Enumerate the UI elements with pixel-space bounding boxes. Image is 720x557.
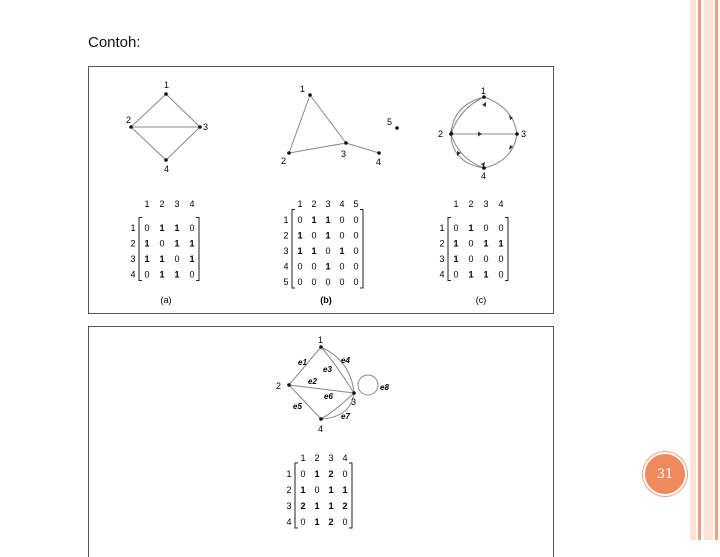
matrix-c-cell: 0 — [453, 269, 459, 280]
vertex-c-3 — [515, 132, 519, 136]
vertex-d-4 — [319, 417, 323, 421]
matrix-a-cell: 1 — [174, 269, 180, 280]
edge-label-e6: e6 — [324, 392, 333, 401]
matrix-b-cell: 1 — [325, 215, 331, 225]
vertex-label-a-4: 4 — [164, 164, 170, 174]
vertex-label-d-3: 3 — [351, 397, 357, 407]
matrix-c-cell: 1 — [453, 254, 459, 264]
matrix-c-left-bracket — [448, 218, 451, 281]
vertex-label-a-3: 3 — [203, 122, 209, 132]
matrix-b-cell: 0 — [353, 246, 359, 256]
vertex-label-d-1: 1 — [318, 335, 324, 345]
slide-heading: Contoh: — [88, 34, 141, 51]
matrix-d-cell: 1 — [314, 469, 320, 479]
matrix-b-cell: 0 — [339, 277, 345, 287]
matrix-d-cell: 0 — [314, 485, 320, 495]
matrix-d-cell: 0 — [342, 517, 348, 527]
edge-d-e8-loop — [358, 375, 378, 395]
caption-c: (c) — [475, 295, 487, 305]
caption-a: (a) — [160, 295, 172, 305]
matrix-d-row-label: 4 — [286, 517, 292, 527]
figure-panel-bottom — [88, 326, 554, 557]
matrix-a-row-label: 3 — [130, 254, 136, 264]
matrix-b-cell: 1 — [311, 246, 317, 256]
matrix-c-cell: 1 — [483, 238, 489, 249]
matrix-a-cell: 0 — [159, 238, 165, 249]
matrix-c-cell: 0 — [498, 223, 504, 233]
matrix-d-cell: 2 — [300, 501, 306, 511]
matrix-a-cell: 0 — [174, 254, 180, 264]
matrix-b-cell: 0 — [311, 277, 317, 287]
edge-b-1-2 — [289, 95, 310, 153]
matrix-c-cell: 0 — [468, 238, 474, 249]
edge-b-1-3 — [310, 95, 346, 143]
vertex-label-b-5: 5 — [387, 117, 393, 127]
matrix-b-right-bracket — [360, 210, 363, 289]
matrix-b-col-header: 4 — [339, 199, 345, 209]
figure-top-svg — [89, 67, 553, 313]
vertex-a-1 — [164, 92, 168, 96]
matrix-c-cell: 1 — [468, 223, 474, 233]
edge-label-e1: e1 — [298, 358, 307, 367]
matrix-c-row-label: 1 — [439, 223, 445, 233]
graph-b — [281, 84, 399, 167]
vertex-label-c-4: 4 — [481, 171, 487, 181]
matrix-a-row-label: 1 — [130, 223, 136, 233]
matrix-b-cell: 1 — [325, 230, 331, 241]
matrix-d-cell: 1 — [300, 485, 306, 495]
matrix-b-cell: 0 — [325, 277, 331, 287]
vertex-b-1 — [308, 93, 312, 97]
matrix-c-cell: 1 — [498, 238, 504, 249]
matrix-a-cell: 1 — [189, 254, 195, 264]
matrix-b-cell: 0 — [339, 261, 345, 272]
arrowhead-c-1 — [482, 102, 486, 107]
matrix-b-cell: 0 — [297, 277, 303, 287]
edge-label-e2: e2 — [308, 377, 317, 386]
matrix-b — [283, 199, 363, 288]
matrix-b-row-label: 1 — [283, 215, 289, 225]
matrix-b-cell: 0 — [353, 277, 359, 287]
matrix-a-col-header: 3 — [174, 199, 180, 209]
matrix-c-cell: 0 — [483, 254, 489, 264]
matrix-b-cell: 1 — [339, 246, 345, 256]
matrix-a-cell: 1 — [144, 238, 150, 249]
matrix-c-col-header: 4 — [498, 199, 504, 209]
matrix-c-cell: 1 — [468, 269, 474, 280]
caption-b: (b) — [320, 295, 332, 305]
vertex-label-c-3: 3 — [521, 129, 527, 139]
matrix-b-cell: 1 — [297, 230, 303, 241]
arrowhead-c-3 — [478, 132, 482, 137]
edge-a-1-2 — [131, 94, 166, 127]
matrix-b-col-header: 3 — [325, 199, 331, 209]
vertex-label-d-4: 4 — [318, 424, 324, 434]
edge-a-1-3 — [166, 94, 200, 127]
vertex-label-c-1: 1 — [481, 86, 487, 96]
matrix-d-cell: 1 — [328, 485, 334, 495]
matrix-a-right-bracket — [196, 218, 199, 281]
matrix-b-cell: 0 — [325, 246, 331, 256]
matrix-a-cell: 1 — [159, 254, 165, 264]
vertex-d-2 — [287, 383, 291, 387]
matrix-c-cell: 0 — [468, 254, 474, 264]
matrix-b-cell: 1 — [311, 215, 317, 225]
graph-c — [438, 86, 526, 181]
matrix-b-cell: 0 — [339, 230, 345, 241]
edge-c-4-3 — [484, 134, 517, 168]
decor-stripe-1 — [690, 0, 696, 540]
matrix-c-cell: 1 — [453, 238, 459, 249]
vertex-b-3 — [344, 141, 348, 145]
matrix-c-col-header: 3 — [483, 199, 489, 209]
matrix-d-row-label: 1 — [286, 469, 292, 479]
vertex-label-b-1: 1 — [300, 84, 306, 94]
matrix-b-cell: 0 — [339, 215, 345, 225]
matrix-c-cell: 0 — [453, 223, 459, 233]
figure-panel-top — [88, 66, 554, 314]
matrix-c-row-label: 3 — [439, 254, 445, 264]
decor-stripe-3 — [704, 0, 713, 540]
matrix-a-row-label: 4 — [130, 269, 136, 280]
matrix-d-cell: 0 — [342, 469, 348, 479]
graph-a — [126, 80, 208, 174]
matrix-b-cell: 1 — [325, 261, 331, 272]
matrix-a-cell: 1 — [174, 223, 180, 233]
matrix-d-row-label: 2 — [286, 485, 292, 495]
matrix-b-cell: 0 — [297, 261, 303, 272]
matrix-b-cell: 0 — [353, 215, 359, 225]
edge-label-e7: e7 — [341, 412, 350, 421]
edge-label-e8: e8 — [380, 383, 389, 392]
figure-bottom-svg — [89, 327, 553, 542]
matrix-b-left-bracket — [292, 210, 295, 289]
vertex-label-c-2: 2 — [438, 129, 444, 139]
matrix-c-row-label: 2 — [439, 238, 445, 249]
matrix-d-col-header: 3 — [328, 453, 334, 463]
matrix-b-cell: 1 — [297, 246, 303, 256]
vertex-c-2 — [449, 132, 453, 136]
matrix-d — [286, 453, 352, 528]
matrix-d-cell: 1 — [328, 501, 334, 511]
matrix-c-right-bracket — [505, 218, 508, 281]
matrix-d-cell: 2 — [342, 501, 348, 511]
matrix-c-col-header: 1 — [453, 199, 459, 209]
vertex-label-b-3: 3 — [341, 149, 347, 159]
vertex-c-4 — [482, 166, 486, 170]
matrix-d-cell: 2 — [328, 517, 334, 527]
matrix-a-cell: 1 — [174, 238, 180, 249]
vertex-d-1 — [319, 345, 323, 349]
matrix-c-cell: 1 — [483, 269, 489, 280]
matrix-a-col-header: 1 — [144, 199, 150, 209]
matrix-c-cell: 0 — [498, 269, 504, 280]
matrices-top — [130, 199, 508, 288]
matrix-a-row-label: 2 — [130, 238, 136, 249]
matrix-a — [130, 199, 199, 281]
matrix-d-right-bracket — [349, 463, 352, 528]
matrix-d-left-bracket — [295, 463, 298, 528]
matrix-b-row-label: 4 — [283, 261, 289, 272]
matrix-c-col-header: 2 — [468, 199, 474, 209]
matrix-b-cell: 0 — [311, 230, 317, 241]
vertex-d-3 — [352, 391, 356, 395]
vertex-label-a-2: 2 — [126, 115, 132, 125]
matrix-d-cell: 1 — [314, 517, 320, 527]
matrix-c-cell: 0 — [498, 254, 504, 264]
matrix-d-cell: 1 — [342, 485, 348, 495]
matrix-b-cell: 0 — [311, 261, 317, 272]
edge-label-e4: e4 — [341, 356, 350, 365]
edge-b-2-3 — [289, 143, 346, 153]
matrix-a-cell: 1 — [189, 238, 195, 249]
matrix-a-cell: 1 — [159, 223, 165, 233]
matrix-c-cell: 0 — [483, 223, 489, 233]
vertex-a-2 — [129, 125, 133, 129]
vertex-b-2 — [287, 151, 291, 155]
matrix-b-col-header: 5 — [353, 199, 359, 209]
matrix-a-col-header: 2 — [159, 199, 165, 209]
vertex-label-a-1: 1 — [164, 80, 170, 90]
matrix-c — [439, 199, 508, 281]
matrix-a-cell: 0 — [189, 223, 195, 233]
matrix-bottom — [286, 453, 352, 528]
edge-label-e3: e3 — [323, 365, 332, 374]
matrix-d-row-label: 3 — [286, 501, 292, 511]
matrix-d-col-header: 2 — [314, 453, 320, 463]
matrix-d-col-header: 1 — [300, 453, 306, 463]
matrix-b-cell: 0 — [353, 230, 359, 241]
edge-c-2-1 — [451, 97, 484, 134]
matrix-c-row-label: 4 — [439, 269, 445, 280]
edge-a-2-4 — [131, 127, 166, 160]
matrix-a-cell: 0 — [189, 269, 195, 280]
matrix-b-cell: 0 — [297, 215, 303, 225]
edge-label-e5: e5 — [293, 402, 302, 411]
matrix-d-cell: 0 — [300, 469, 306, 479]
vertex-label-d-2: 2 — [276, 381, 282, 391]
matrix-d-cell: 0 — [300, 517, 306, 527]
matrix-b-cell: 0 — [353, 261, 359, 272]
edge-c-3-1 — [484, 97, 517, 134]
matrix-b-row-label: 2 — [283, 230, 289, 241]
graph-d — [276, 335, 389, 434]
vertex-b-4 — [377, 151, 381, 155]
matrix-b-col-header: 1 — [297, 199, 303, 209]
vertex-a-4 — [164, 158, 168, 162]
vertex-a-3 — [198, 125, 202, 129]
matrix-a-cell: 1 — [144, 254, 150, 264]
matrix-d-cell: 2 — [328, 469, 334, 479]
decor-stripe-2 — [698, 0, 701, 540]
matrix-a-left-bracket — [139, 218, 142, 281]
edge-b-3-4 — [346, 143, 379, 153]
edge-a-3-4 — [166, 127, 200, 160]
matrix-a-col-header: 4 — [189, 199, 195, 209]
edge-d-e2 — [289, 385, 354, 393]
matrix-a-cell: 0 — [144, 223, 150, 233]
matrix-b-row-label: 5 — [283, 277, 289, 287]
decor-stripe-4 — [715, 0, 718, 540]
edge-c-4-2 — [451, 134, 484, 168]
matrix-d-col-header: 4 — [342, 453, 348, 463]
matrix-a-cell: 0 — [144, 269, 150, 280]
vertex-label-b-4: 4 — [376, 157, 382, 167]
matrix-b-col-header: 2 — [311, 199, 317, 209]
vertex-b-5 — [395, 126, 399, 130]
matrix-d-cell: 1 — [314, 501, 320, 511]
matrix-b-row-label: 3 — [283, 246, 289, 256]
matrix-a-cell: 1 — [159, 269, 165, 280]
vertex-label-b-2: 2 — [281, 156, 287, 166]
slide-number-badge: 31 — [643, 452, 687, 496]
